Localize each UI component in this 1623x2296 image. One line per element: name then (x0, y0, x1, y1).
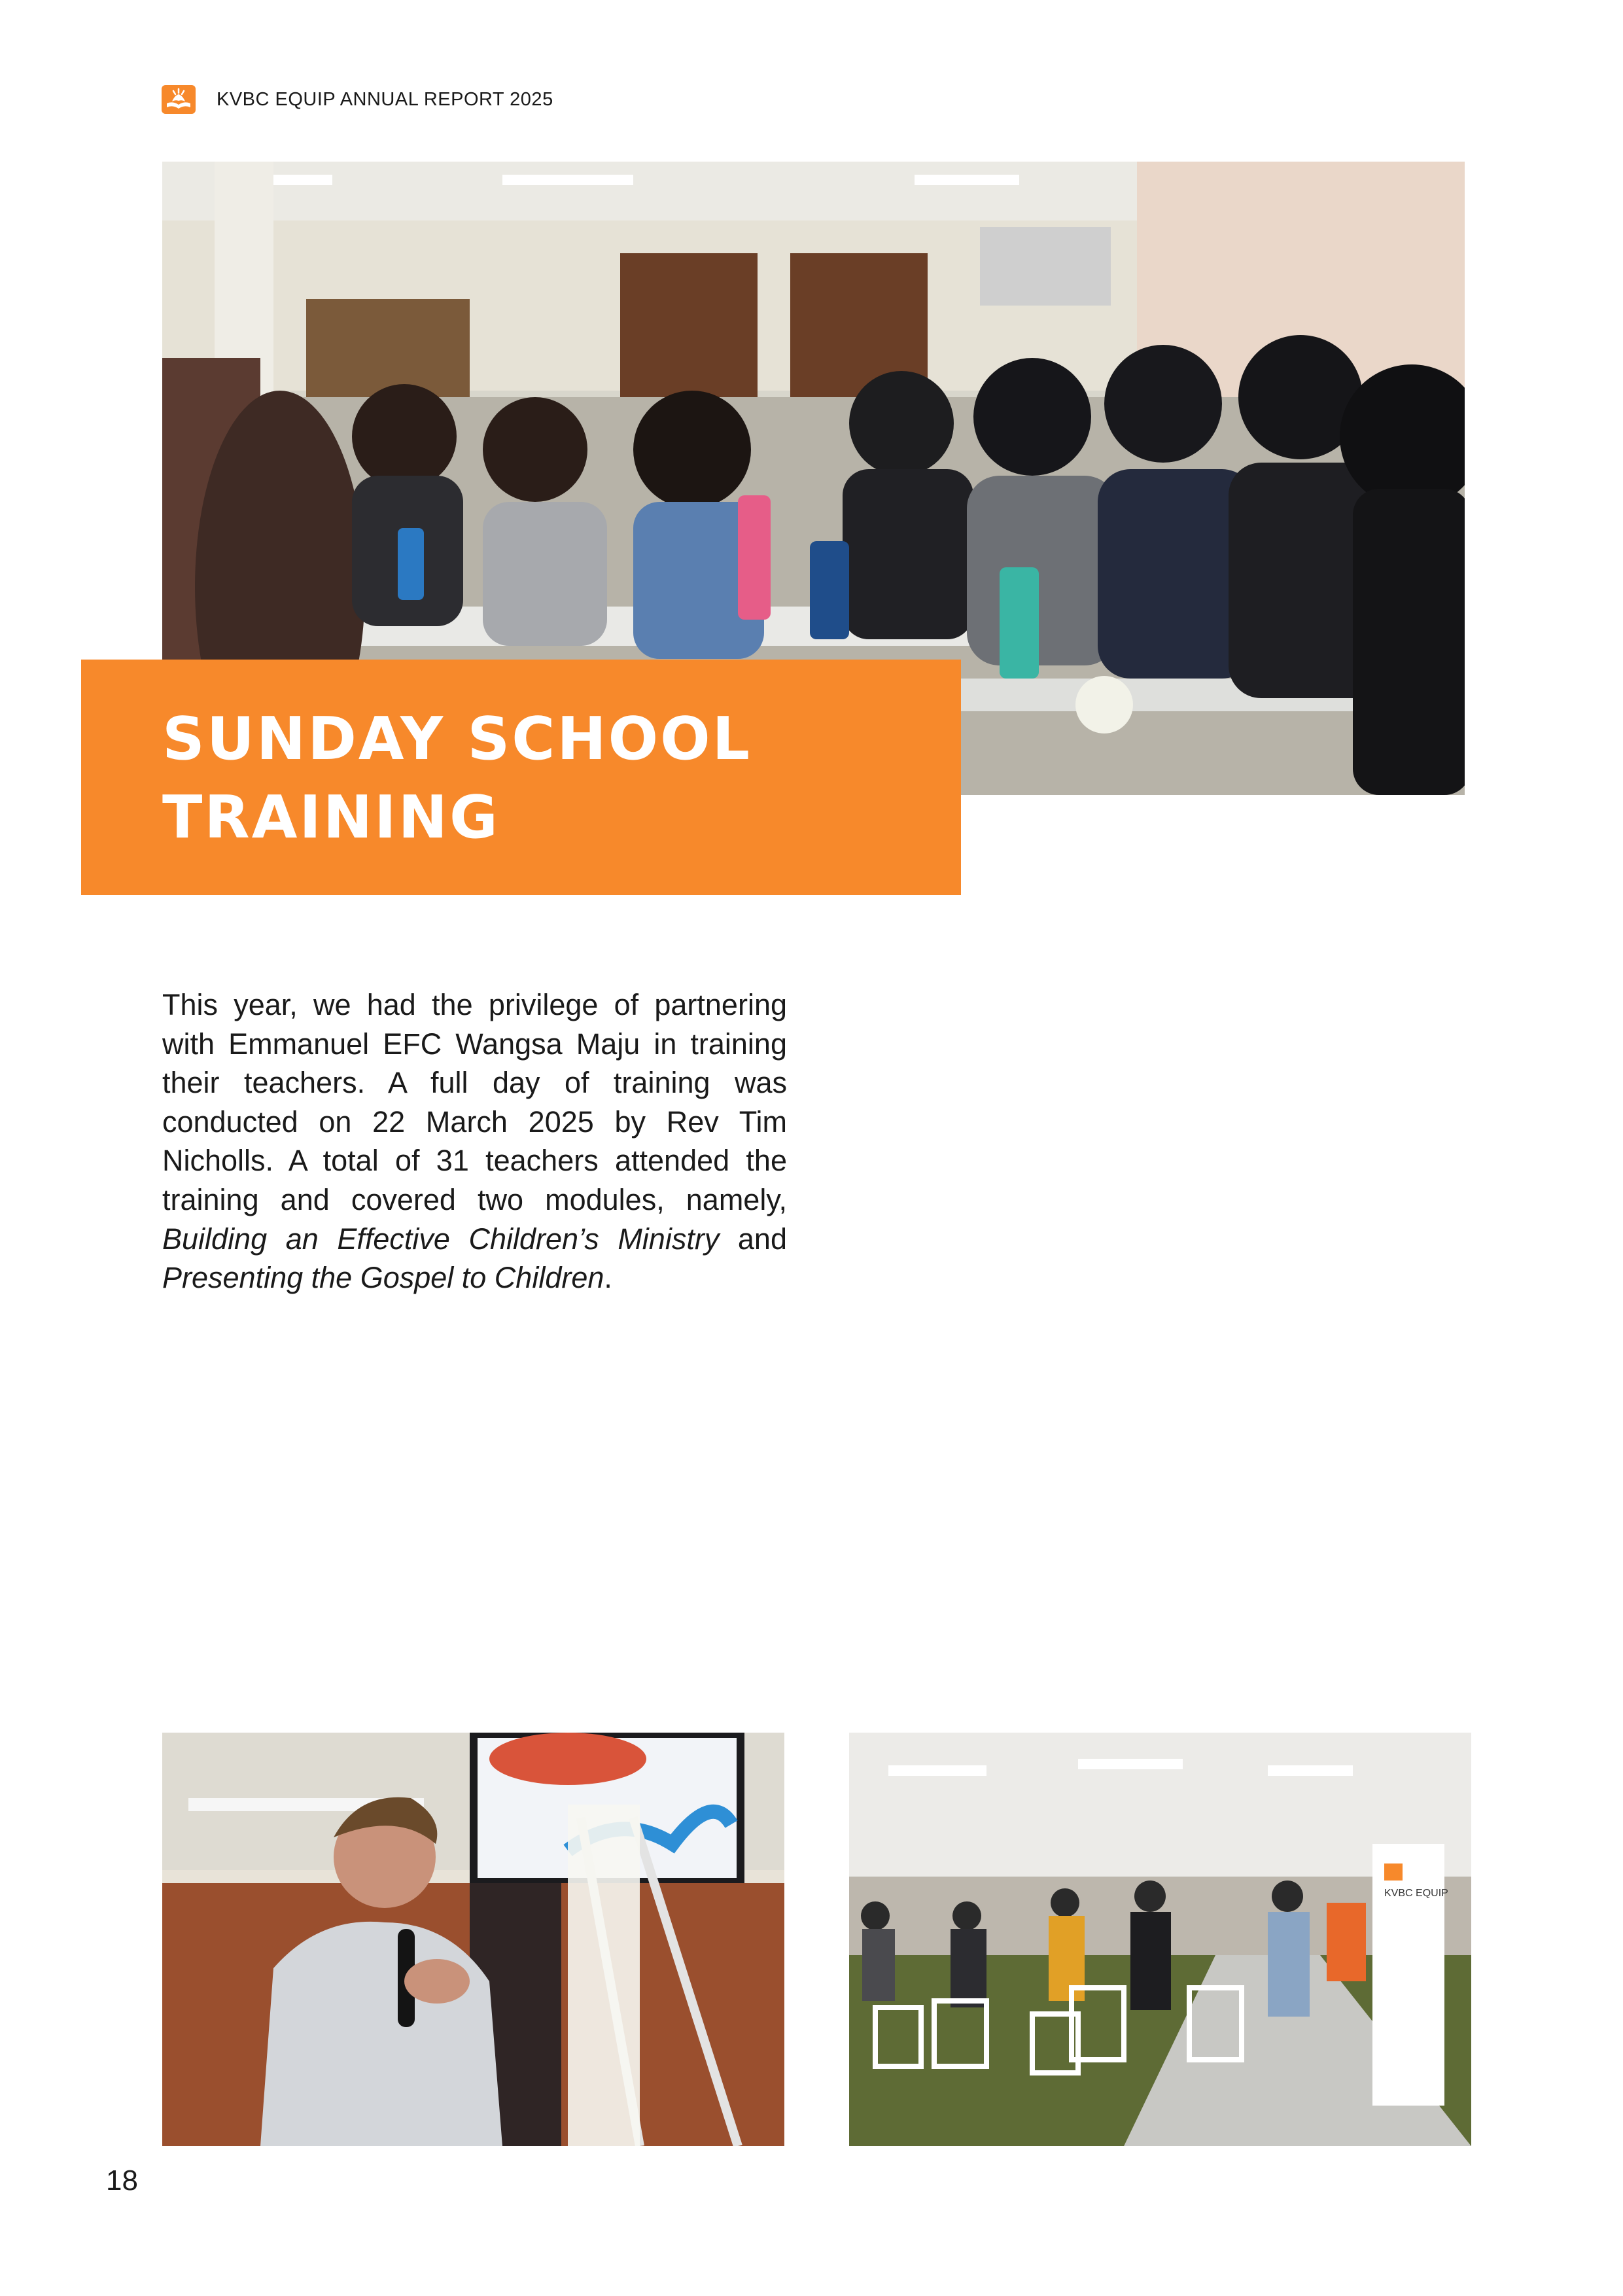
page-header (162, 84, 553, 115)
page-number: 18 (106, 2164, 138, 2197)
speaker-with-flipchart-photo (162, 1733, 784, 2146)
section-title-band (81, 660, 961, 895)
open-book-sunrise-icon (162, 85, 196, 114)
body-text-part-3: . (604, 1261, 612, 1295)
equip-banner-label: KVBC EQUIP (1384, 1888, 1448, 1899)
report-header-title: KVBC EQUIP ANNUAL REPORT 2025 (217, 88, 553, 110)
group-activity-hall-photo (849, 1733, 1471, 2146)
module-title-2: Presenting the Gospel to Children (162, 1261, 604, 1295)
body-paragraph (162, 985, 787, 1298)
section-title-line-2: TRAINING (162, 783, 500, 852)
module-title-1: Building an Effective Children’s Ministry (162, 1222, 720, 1256)
body-text-part-2: and (719, 1222, 787, 1256)
section-title-line-1: SUNDAY SCHOOL (162, 705, 752, 773)
body-text-part-1: This year, we had the privilege of partnering with Emmanuel EFC Wangsa Maju in training their teachers. A full day of training was conducted on 22 March 2025 by Rev Tim Nicholls. A total of 31 teachers attended the training and covered two modules, namely, (162, 988, 787, 1216)
